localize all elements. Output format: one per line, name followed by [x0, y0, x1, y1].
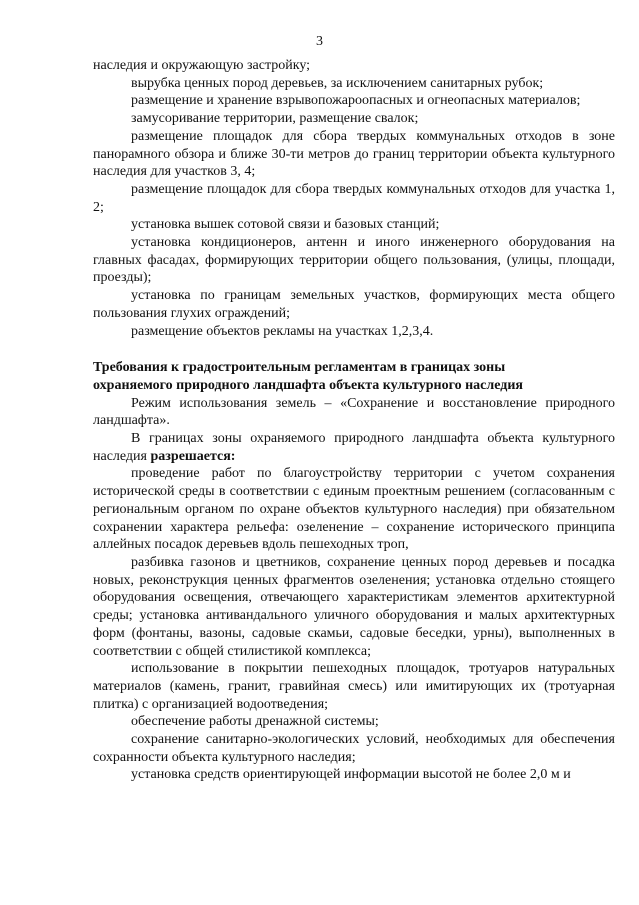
- list-item: установка вышек сотовой связи и базовых станций;: [131, 217, 440, 233]
- list-item: размещение площадок для сбора твердых коммунальных отходов в зоне панорамного обзора и ближе 30-ти метров до границ территории объекта культурного наследия для участков 3, 4;: [93, 128, 615, 180]
- mode-paragraph: Режим использования земель – «Сохранение и восстановление природного ландшафта».: [93, 395, 615, 429]
- list-item: сохранение санитарно-экологических условий, необходимых для обеспечения сохранности объекта культурного наследия;: [93, 732, 615, 765]
- list-item: вырубка ценных пород деревьев, за исключением санитарных рубок;: [131, 75, 544, 91]
- allowed-intro-paragraph: [93, 430, 615, 465]
- list-item: размещение площадок для сбора твердых коммунальных отходов для участка 1, 2;: [93, 181, 615, 215]
- list-item: использование в покрытии пешеходных площадок, тротуаров натуральных материалов (камень, гранит, гравийная смесь) или имитирующих их (тротуарная плитка) с организацией водоотведения;: [93, 661, 615, 712]
- list-item: разбивка газонов и цветников, сохранение ценных пород деревьев и посадка новых, реконструкция ценных фрагментов озеленения; установка отдельно стоящего оборудования освещения, отвечающего характеристикам элементов архитектурной среды; установка антивандального уличного оборудования и малых архитектурных форм (фонтаны, вазоны, садовые скамьи, садовые беседки, урны), выполненных в соответствии с общей стилистикой комплекса;: [93, 554, 615, 659]
- list-item: проведение работ по благоустройству территории с учетом сохранения исторической среды в соответствии с единым проектным решением (согласованным с региональным органом по охране объектов культурного наследия) при обязательном сохранении характера рельефа: озеленение – сохранение исторического принципа аллейных посадок деревьев вдоль пешеходных троп,: [93, 466, 615, 553]
- section-gap: [93, 340, 615, 359]
- section-heading: Требования к градостроительным регламентам в границах зоны охраняемого природного ландшафта объекта культурного наследия: [93, 360, 523, 393]
- list-item: установка по границам земельных участков, формирующих места общего пользования глухих ограждений;: [93, 288, 615, 321]
- list-item: установка средств ориентирующей информации высотой не более 2,0 м и: [131, 767, 571, 783]
- list-item: замусоривание территории, размещение свалок;: [131, 111, 419, 127]
- allowed-intro-text: В границах зоны охраняемого природного ландшафта объекта культурного наследия: [93, 431, 615, 464]
- list-item: установка кондиционеров, антенн и иного инженерного оборудования на главных фасадах, формирующих территории общего пользования, (улицы, площади, проезды);: [93, 235, 615, 286]
- list-item: размещение объектов рекламы на участках 1,2,3,4.: [131, 323, 434, 339]
- allowed-bold-text: разрешается:: [150, 448, 236, 464]
- document-body: [93, 57, 615, 784]
- list-item: наследия и окружающую застройку;: [93, 58, 311, 73]
- page-number: 3: [316, 34, 323, 49]
- list-item: обеспечение работы дренажной системы;: [131, 714, 379, 730]
- list-item: размещение и хранение взрывопожароопасных и огнеопасных материалов;: [131, 93, 581, 109]
